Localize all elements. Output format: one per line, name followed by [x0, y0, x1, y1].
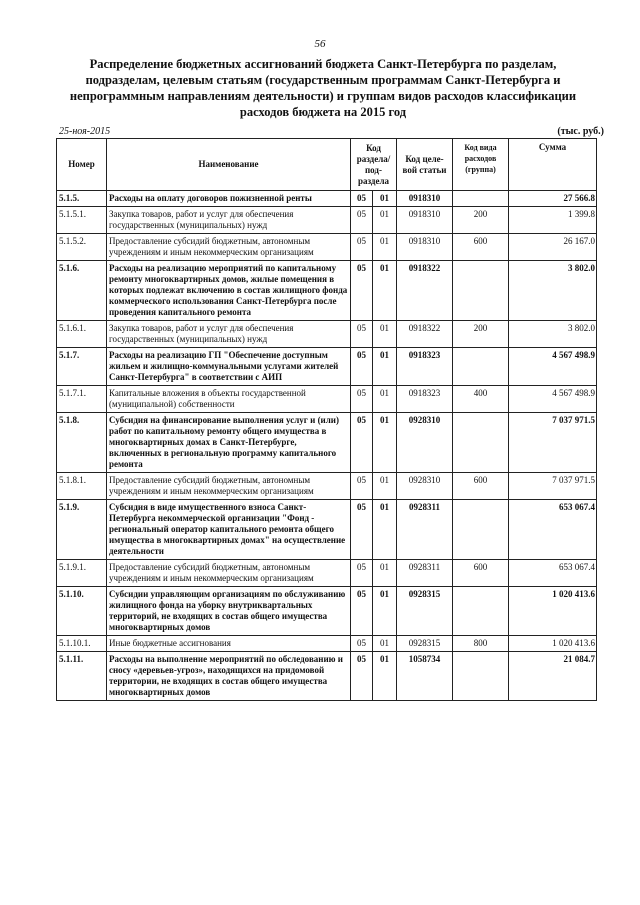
- row-name: Расходы на оплату договоров пожизненной ренты: [107, 191, 351, 207]
- table-row: [57, 234, 597, 261]
- row-section-code: 05: [351, 636, 373, 652]
- table-header-row: [57, 139, 597, 191]
- row-subsection-code: 01: [373, 191, 397, 207]
- table-row: [57, 652, 597, 701]
- row-section-code: 05: [351, 587, 373, 636]
- row-sum: 1 399.8: [509, 207, 597, 234]
- header-article-code: Код целе- вой статьи: [397, 139, 453, 191]
- row-article-code: 0918310: [397, 207, 453, 234]
- row-subsection-code: 01: [373, 413, 397, 473]
- row-expense-type: 200: [453, 321, 509, 348]
- row-number: 5.1.5.2.: [57, 234, 107, 261]
- row-subsection-code: 01: [373, 500, 397, 560]
- row-article-code: 0928311: [397, 560, 453, 587]
- row-expense-type: [453, 500, 509, 560]
- row-number: 5.1.9.1.: [57, 560, 107, 587]
- row-number: 5.1.5.1.: [57, 207, 107, 234]
- row-name: Расходы на выполнение мероприятий по обследованию и сносу «деревьев-угроз», находящихся на придомовой территории, не входящих в состав общего имущества многоквартирных домов: [107, 652, 351, 701]
- row-sum: 653 067.4: [509, 560, 597, 587]
- table-row: [57, 636, 597, 652]
- header-expense-type: Код вида расходов (группа): [453, 139, 509, 191]
- row-sum: 26 167.0: [509, 234, 597, 261]
- row-expense-type: [453, 191, 509, 207]
- row-name: Предоставление субсидий бюджетным, автономным учреждениям и иным некоммерческим организациям: [107, 234, 351, 261]
- row-sum: 653 067.4: [509, 500, 597, 560]
- row-name: Капитальные вложения в объекты государственной (муниципальной) собственности: [107, 386, 351, 413]
- row-section-code: 05: [351, 348, 373, 386]
- row-name: Субсидии управляющим организациям по обслуживанию жилищного фонда на уборку внутриквартальных территорий, не входящих в состав общего имущества многоквартирных домов: [107, 587, 351, 636]
- row-subsection-code: 01: [373, 321, 397, 348]
- row-subsection-code: 01: [373, 473, 397, 500]
- row-article-code: 1058734: [397, 652, 453, 701]
- row-sum: 1 020 413.6: [509, 587, 597, 636]
- row-number: 5.1.10.: [57, 587, 107, 636]
- row-number: 5.1.7.: [57, 348, 107, 386]
- row-article-code: 0918322: [397, 321, 453, 348]
- row-name: Предоставление субсидий бюджетным, автономным учреждениям и иным некоммерческим организациям: [107, 560, 351, 587]
- header-sum: Сумма: [509, 139, 597, 191]
- row-number: 5.1.8.1.: [57, 473, 107, 500]
- row-section-code: 05: [351, 560, 373, 587]
- row-number: 5.1.6.1.: [57, 321, 107, 348]
- row-name: Предоставление субсидий бюджетным, автономным учреждениям и иным некоммерческим организациям: [107, 473, 351, 500]
- row-subsection-code: 01: [373, 207, 397, 234]
- row-subsection-code: 01: [373, 348, 397, 386]
- row-subsection-code: 01: [373, 386, 397, 413]
- row-sum: 3 802.0: [509, 321, 597, 348]
- row-number: 5.1.6.: [57, 261, 107, 321]
- row-number: 5.1.10.1.: [57, 636, 107, 652]
- row-expense-type: 600: [453, 234, 509, 261]
- row-section-code: 05: [351, 191, 373, 207]
- row-article-code: 0918322: [397, 261, 453, 321]
- table-row: [57, 261, 597, 321]
- table-row: [57, 587, 597, 636]
- row-sum: 3 802.0: [509, 261, 597, 321]
- row-sum: 7 037 971.5: [509, 473, 597, 500]
- row-subsection-code: 01: [373, 560, 397, 587]
- row-article-code: 0918310: [397, 234, 453, 261]
- row-number: 5.1.7.1.: [57, 386, 107, 413]
- header-name: Наименование: [107, 139, 351, 191]
- row-sum: 4 567 498.9: [509, 386, 597, 413]
- row-section-code: 05: [351, 321, 373, 348]
- budget-table: [56, 138, 597, 701]
- header-number: Номер: [57, 139, 107, 191]
- row-number: 5.1.5.: [57, 191, 107, 207]
- row-sum: 7 037 971.5: [509, 413, 597, 473]
- row-article-code: 0928315: [397, 587, 453, 636]
- row-subsection-code: 01: [373, 261, 397, 321]
- row-subsection-code: 01: [373, 636, 397, 652]
- row-section-code: 05: [351, 207, 373, 234]
- document-date: 25-ноя-2015: [59, 126, 111, 137]
- row-expense-type: [453, 261, 509, 321]
- row-expense-type: 200: [453, 207, 509, 234]
- row-section-code: 05: [351, 386, 373, 413]
- row-name: Субсидия в виде имущественного взноса Санкт-Петербурга некоммерческой организации "Фонд - региональный оператор капитального ремонта общего имущества в многоквартирных домах" на осуществление деятельности: [107, 500, 351, 560]
- row-name: Расходы на реализацию мероприятий по капитальному ремонту многоквартирных домов, жилые помещения в которых подлежат включению в состав жилищного фонда коммерческого использования Санкт-Петербурга после проведения капитального ремонта: [107, 261, 351, 321]
- table-row: [57, 386, 597, 413]
- table-row: [57, 473, 597, 500]
- row-article-code: 0918323: [397, 348, 453, 386]
- row-section-code: 05: [351, 261, 373, 321]
- document-title: Распределение бюджетных ассигнований бюджета Санкт-Петербурга по разделам, подразделам, целевым статьям (государственным программам Санкт-Петербурга и непрограммным направлениям деятельности) и группам видов расходов классификации расходов бюджета на 2015 год: [69, 57, 577, 119]
- table-row: [57, 560, 597, 587]
- table-row: [57, 321, 597, 348]
- row-article-code: 0928311: [397, 500, 453, 560]
- row-section-code: 05: [351, 413, 373, 473]
- row-number: 5.1.9.: [57, 500, 107, 560]
- row-name: Иные бюджетные ассигнования: [107, 636, 351, 652]
- row-article-code: 0928310: [397, 413, 453, 473]
- row-name: Расходы на реализацию ГП "Обеспечение доступным жильем и жилищно-коммунальными услугами жителей Санкт-Петербурга" в соответствии с АИП: [107, 348, 351, 386]
- row-expense-type: [453, 652, 509, 701]
- row-article-code: 0928310: [397, 473, 453, 500]
- row-expense-type: 600: [453, 560, 509, 587]
- row-expense-type: 800: [453, 636, 509, 652]
- row-section-code: 05: [351, 500, 373, 560]
- row-article-code: 0918323: [397, 386, 453, 413]
- row-sum: 1 020 413.6: [509, 636, 597, 652]
- table-row: [57, 413, 597, 473]
- row-expense-type: 600: [453, 473, 509, 500]
- row-expense-type: [453, 348, 509, 386]
- row-article-code: 0918310: [397, 191, 453, 207]
- row-subsection-code: 01: [373, 652, 397, 701]
- row-sum: 27 566.8: [509, 191, 597, 207]
- table-row: [57, 500, 597, 560]
- table-row: [57, 207, 597, 234]
- row-number: 5.1.8.: [57, 413, 107, 473]
- row-name: Закупка товаров, работ и услуг для обеспечения государственных (муниципальных) нужд: [107, 321, 351, 348]
- row-name: Закупка товаров, работ и услуг для обеспечения государственных (муниципальных) нужд: [107, 207, 351, 234]
- header-section-code: Код раздела/ под- раздела: [351, 139, 397, 191]
- row-expense-type: 400: [453, 386, 509, 413]
- page-number: 56: [314, 38, 326, 50]
- row-sum: 4 567 498.9: [509, 348, 597, 386]
- row-expense-type: [453, 413, 509, 473]
- row-section-code: 05: [351, 234, 373, 261]
- row-section-code: 05: [351, 473, 373, 500]
- units-label: (тыс. руб.): [557, 126, 604, 137]
- row-subsection-code: 01: [373, 234, 397, 261]
- row-subsection-code: 01: [373, 587, 397, 636]
- row-section-code: 05: [351, 652, 373, 701]
- row-article-code: 0928315: [397, 636, 453, 652]
- table-row: [57, 191, 597, 207]
- row-number: 5.1.11.: [57, 652, 107, 701]
- row-sum: 21 084.7: [509, 652, 597, 701]
- row-name: Субсидия на финансирование выполнения услуг и (или) работ по капитальному ремонту общего имущества в многоквартирных домах в Санкт-Петербурге, включенных в региональную программу капитального ремонта: [107, 413, 351, 473]
- table-row: [57, 348, 597, 386]
- table-body: [57, 191, 597, 701]
- row-expense-type: [453, 587, 509, 636]
